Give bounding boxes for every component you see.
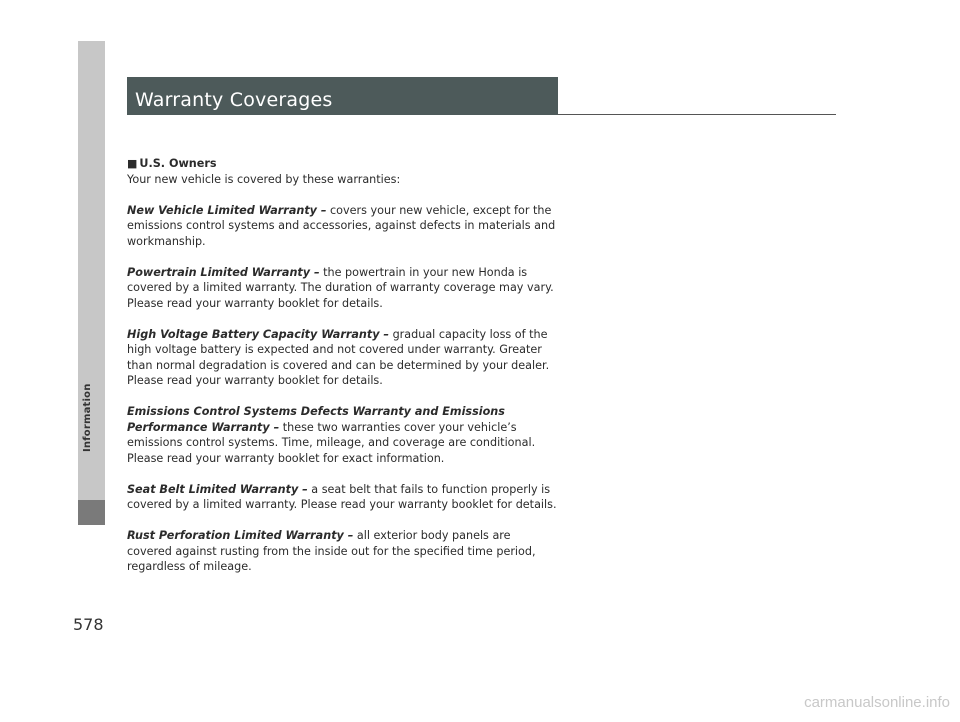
warranty-seat-belt [127,482,557,513]
warranty-text: all exterior body panels are covered against rusting from the inside out for the specified time period, regardless of mileage. [127,529,536,573]
page-title: Warranty Coverages [135,89,333,111]
warranty-text: gradual capacity loss of the high voltage battery is expected and not covered under warranty. Greater than normal degradation is covered and can be determined by your dealer. Please read your warranty booklet for details. [127,327,550,387]
section-marker-icon: ■ [127,157,138,170]
side-tab [78,41,105,525]
warranty-hv-battery [127,327,557,389]
warranty-text: these two warranties cover your vehicle’s emissions control systems. Time, mileage, and coverage are conditional. Please read your warranty booklet for exact information. [127,420,536,465]
content-body [127,156,557,590]
warranty-term: New Vehicle Limited Warranty – [127,203,327,217]
warranty-term: Powertrain Limited Warranty – [127,265,320,279]
warranty-new-vehicle [127,203,557,250]
warranty-text: a seat belt that fails to function properly is covered by a limited warranty. Please read your warranty booklet for details. [127,482,557,511]
section-heading-text: U.S. Owners [139,157,217,170]
page-title-bar [127,77,558,115]
side-tab-active-marker [78,500,105,525]
warranty-term: Emissions Control Systems Defects Warranty and Emissions Performance Warranty – [127,405,505,434]
watermark: carmanualsonline.info [804,694,950,711]
section-intro: Your new vehicle is covered by these warranties: [127,172,401,186]
page-number: 578 [73,615,104,634]
warranty-text: the powertrain in your new Honda is covered by a limited warranty. The duration of warranty coverage may vary. Please read your warranty booklet for details. [127,265,554,310]
warranty-term: Rust Perforation Limited Warranty – [127,529,354,542]
warranty-rust-perforation [127,528,557,575]
warranty-emissions [127,404,557,466]
warranty-term: Seat Belt Limited Warranty – [127,482,308,496]
section-heading [127,156,557,172]
title-rule-divider [558,114,836,115]
warranty-powertrain [127,265,557,312]
warranty-term: High Voltage Battery Capacity Warranty – [127,327,390,341]
warranty-text: covers your new vehicle, except for the emissions control systems and accessories, against defects in materials and workmanship. [127,203,556,248]
